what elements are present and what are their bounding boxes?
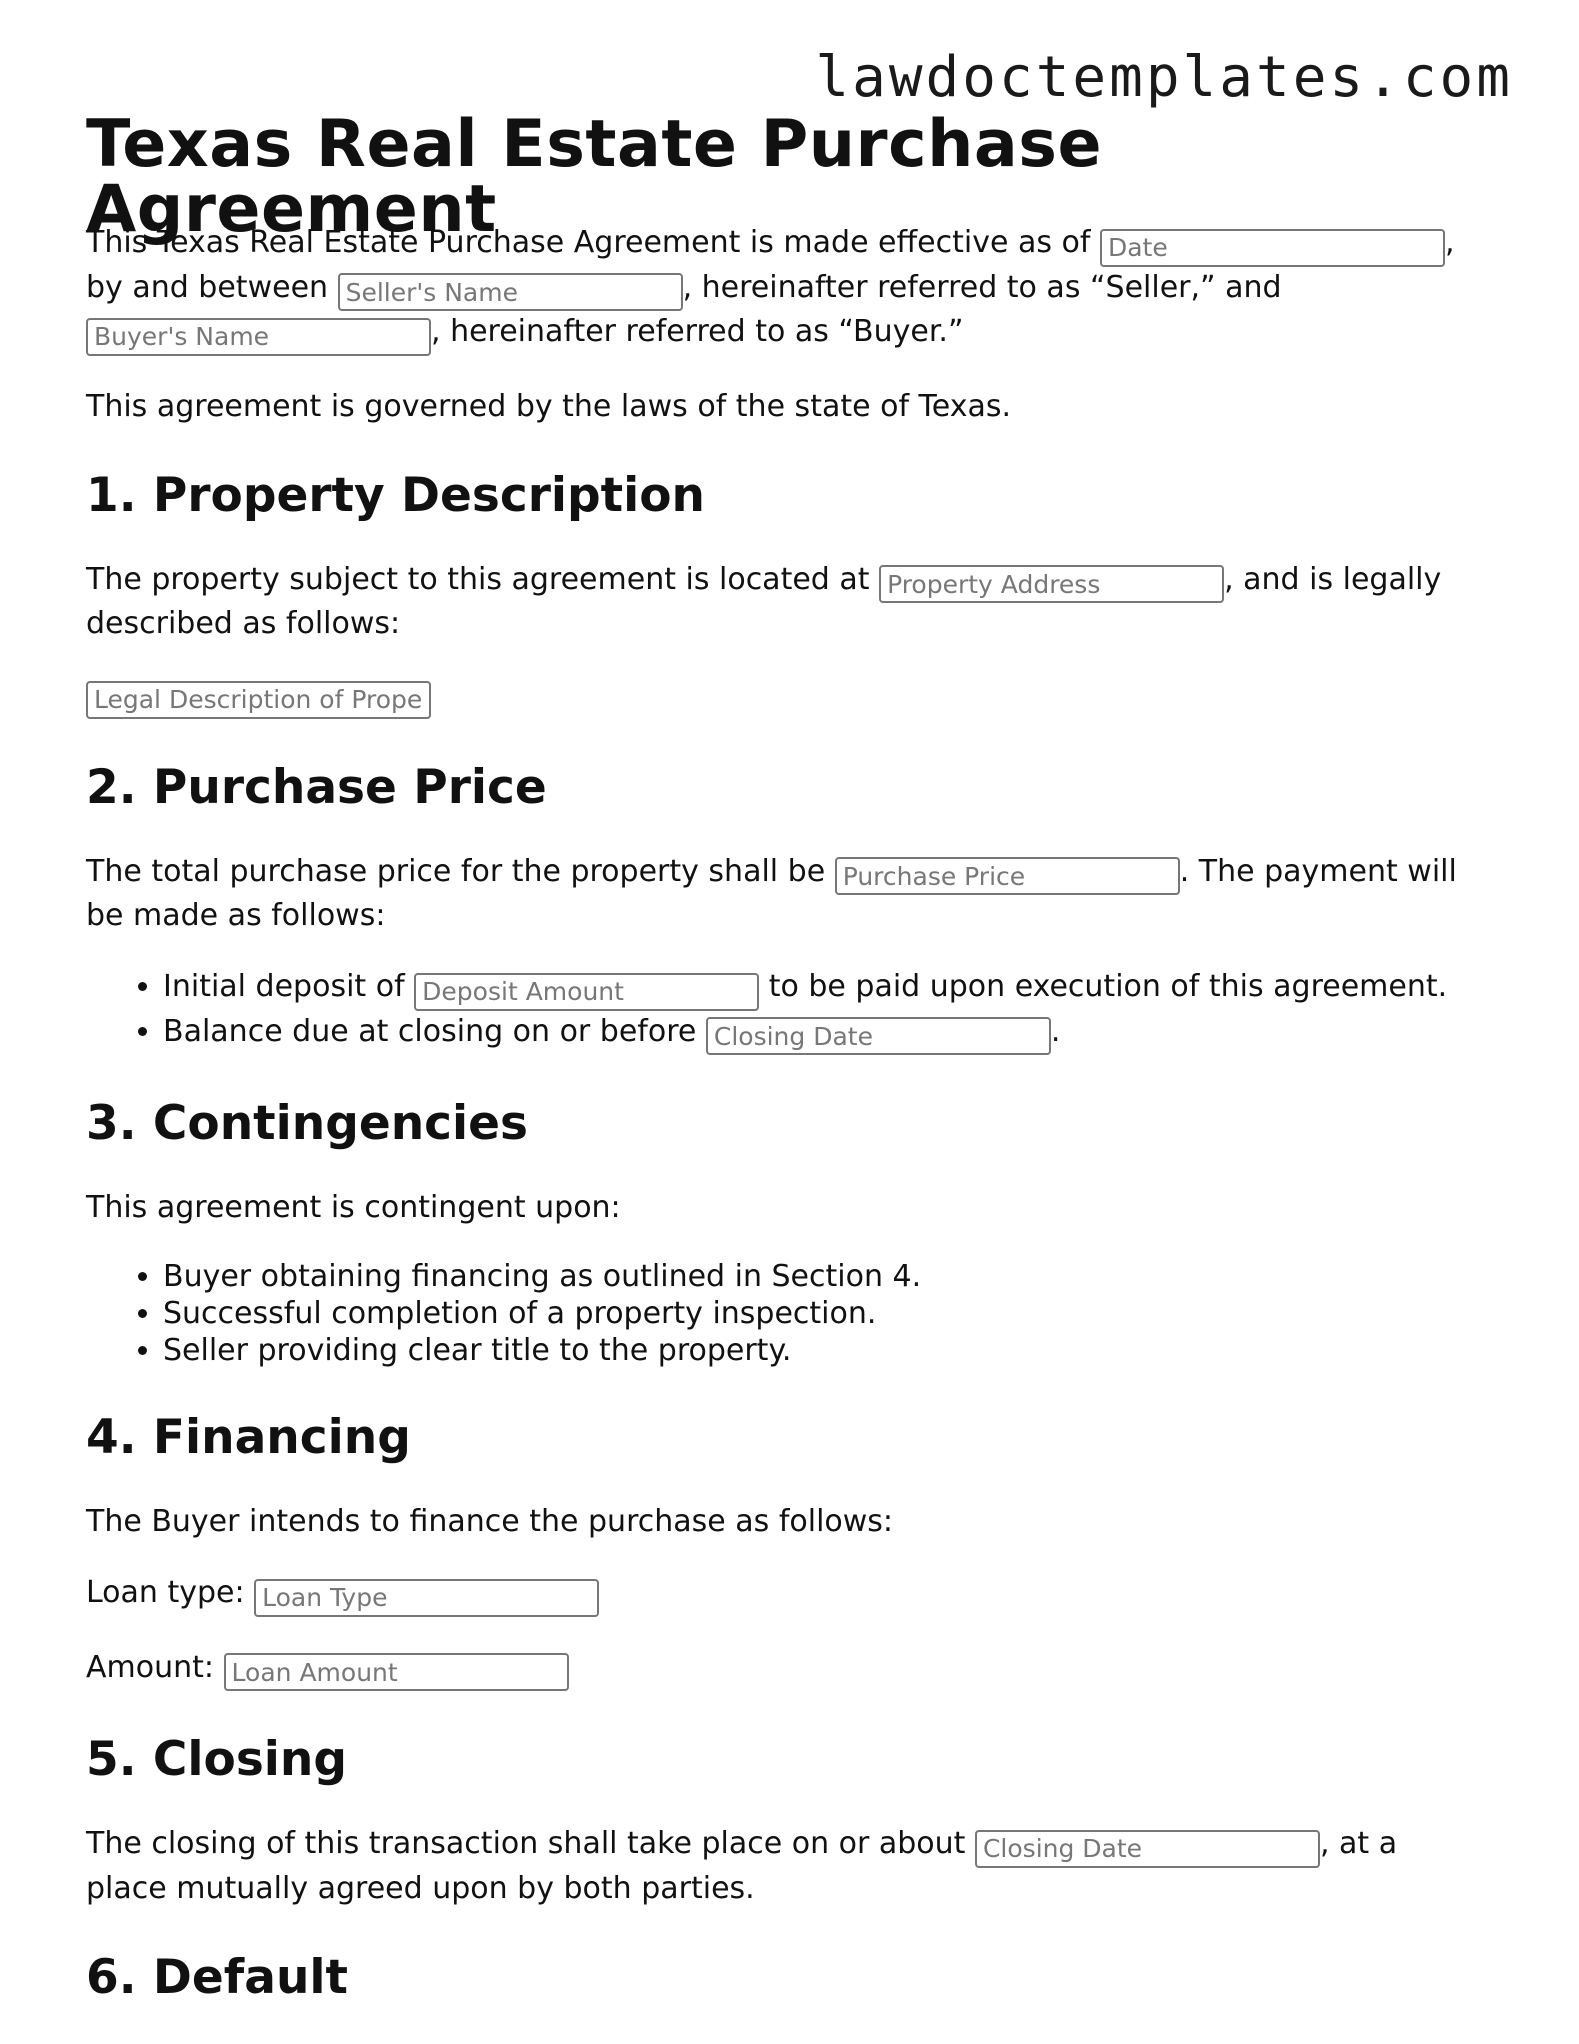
seller-name-field[interactable] bbox=[338, 273, 683, 311]
date-field[interactable] bbox=[1100, 229, 1445, 267]
purchase-price-field[interactable] bbox=[835, 857, 1180, 895]
loan-type-label: Loan type: bbox=[86, 1575, 255, 1611]
intro-text-2: , by and between bbox=[86, 225, 1455, 305]
contingencies-intro: This agreement is contingent upon: bbox=[86, 1190, 621, 1226]
buyer-name-field[interactable] bbox=[86, 318, 431, 356]
loan-amount-field[interactable] bbox=[224, 1653, 569, 1691]
payment-list bbox=[86, 966, 1486, 1055]
document-title: Texas Real Estate Purchase Agreement bbox=[86, 107, 1103, 247]
property-text-2: , and is legally described as follows: bbox=[86, 561, 1442, 642]
closing-date-field[interactable] bbox=[975, 1830, 1320, 1868]
closing-text-1: The closing of this transaction shall take place on or about bbox=[86, 1826, 975, 1862]
deposit-amount-field[interactable] bbox=[414, 973, 759, 1011]
closing-text-2: , at a place mutually agreed upon by both parties. bbox=[86, 1826, 1398, 1906]
list-item: • Buyer obtaining financing as outlined in Section 4. bbox=[163, 1258, 1486, 1295]
list-item bbox=[163, 966, 1486, 1011]
property-address-field[interactable] bbox=[879, 565, 1224, 603]
document-body bbox=[86, 222, 1486, 2041]
price-text-2: . The payment will be made as follows: bbox=[86, 853, 1457, 934]
section-contingencies-heading: 3. Contingencies bbox=[86, 1096, 529, 1152]
legal-description-row bbox=[86, 674, 1486, 719]
site-brand: lawdoctemplates.com bbox=[815, 45, 1513, 110]
list-item bbox=[163, 1011, 1486, 1056]
balance-closing-date-field[interactable] bbox=[706, 1017, 1051, 1055]
loan-type-row bbox=[86, 1572, 1486, 1617]
section-financing-heading: 4. Financing bbox=[86, 1410, 411, 1466]
contingencies-list bbox=[86, 1258, 1486, 1369]
section-purchase-price-heading: 2. Purchase Price bbox=[86, 759, 547, 815]
list-item: • Successful completion of a property inspection. bbox=[163, 1295, 1486, 1332]
governing-law-paragraph: This agreement is governed by the laws of the state of Texas. bbox=[86, 388, 1012, 424]
intro-text-3: , hereinafter referred to as “Seller,” and bbox=[682, 269, 1282, 305]
intro-text-1: This Texas Real Estate Purchase Agreement is made effective as of bbox=[86, 225, 1100, 260]
deposit-text-1: Initial deposit of bbox=[163, 969, 415, 1005]
section-default-heading: 6. Default bbox=[86, 1949, 349, 2005]
purchase-price-paragraph bbox=[86, 851, 1486, 937]
section-closing-heading: 5. Closing bbox=[86, 1732, 348, 1788]
property-text-1: The property subject to this agreement is located at bbox=[86, 561, 880, 597]
loan-amount-row bbox=[86, 1647, 1486, 1692]
legal-description-field[interactable] bbox=[86, 681, 431, 719]
intro-text-4: , hereinafter referred to as “Buyer.” bbox=[431, 314, 964, 349]
intro-paragraph bbox=[86, 222, 1486, 356]
financing-intro: The Buyer intends to finance the purchase as follows: bbox=[86, 1504, 894, 1540]
list-item: • Seller providing clear title to the property. bbox=[163, 1332, 1486, 1369]
loan-type-field[interactable] bbox=[254, 1579, 599, 1617]
loan-amount-label: Amount: bbox=[86, 1649, 224, 1685]
deposit-text-2: to be paid upon execution of this agreement. bbox=[759, 969, 1448, 1005]
closing-paragraph bbox=[86, 1823, 1486, 1909]
section-property-description-heading: 1. Property Description bbox=[86, 467, 705, 523]
balance-text-2: . bbox=[1050, 1013, 1061, 1049]
property-paragraph bbox=[86, 559, 1486, 645]
balance-text-1: Balance due at closing on or before bbox=[163, 1013, 706, 1049]
price-text-1: The total purchase price for the property shall be bbox=[86, 853, 835, 889]
